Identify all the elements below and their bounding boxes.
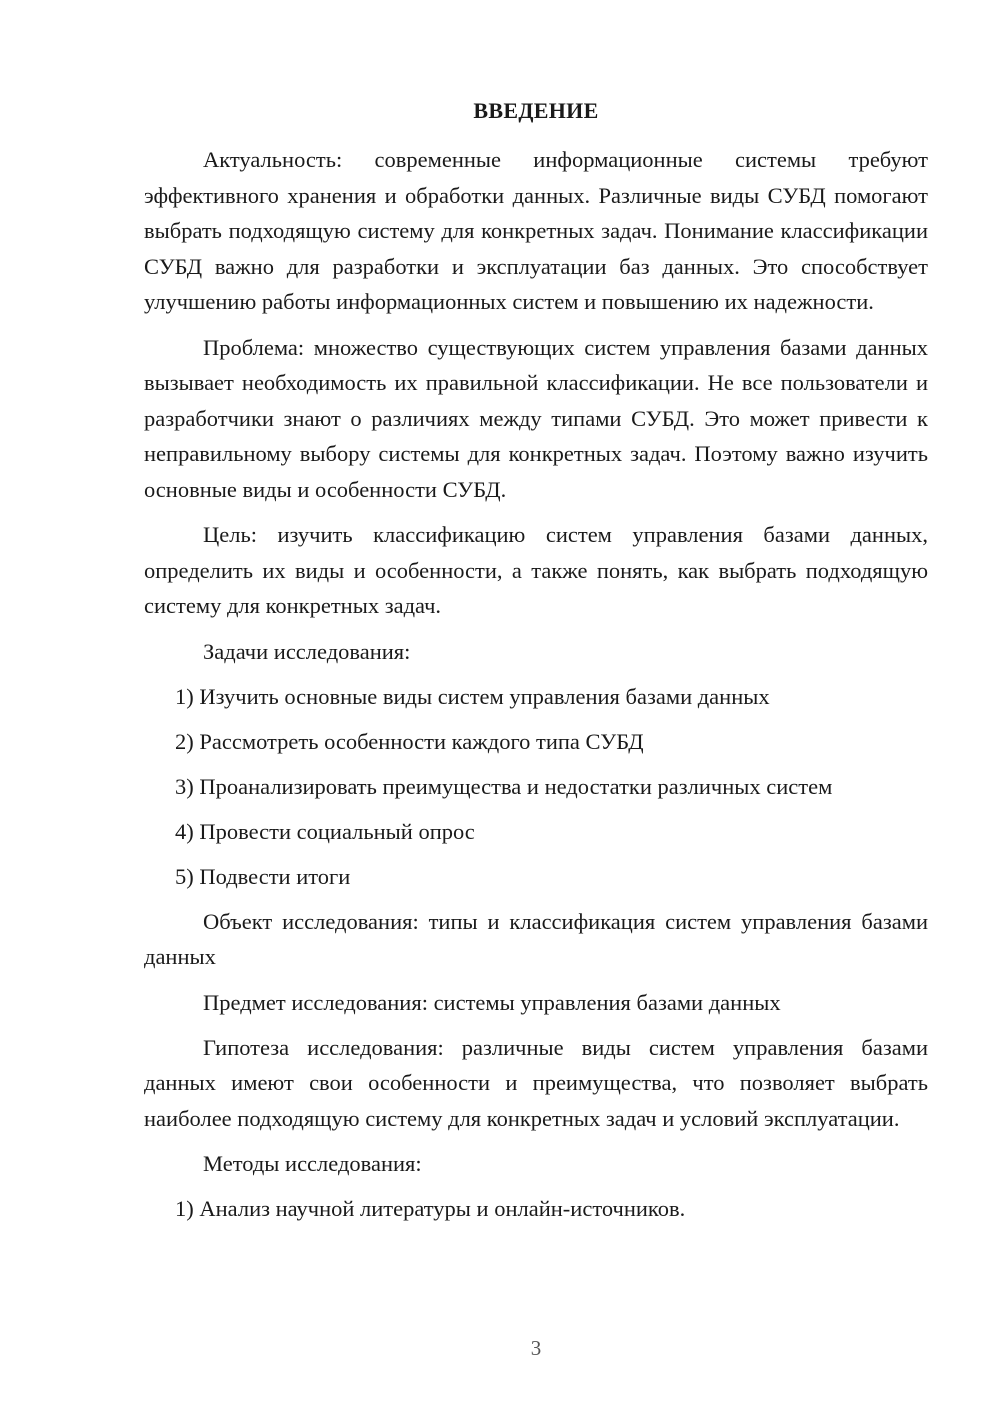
problem-paragraph: Проблема: множество существующих систем управления базами данных вызывает необходимость их правильной классификации. Не все пользователи и разработчики знают о различиях между типами СУБД. Это может привести к неправильному выбору системы для конкретных задач. Поэтому важно изучить основные виды и особенности СУБД.	[144, 334, 928, 502]
tasks-heading: Задачи исследования:	[203, 638, 411, 664]
task-item: 5) Подвести итоги	[175, 863, 351, 889]
document-body	[144, 142, 928, 1236]
tasks-list	[144, 679, 928, 895]
page-number: 3	[530, 1336, 542, 1360]
task-item: 2) Рассмотреть особенности каждого типа СУБД	[175, 728, 644, 754]
task-item: 3) Проанализировать преимущества и недостатки различных систем	[175, 773, 833, 799]
hypothesis-paragraph: Гипотеза исследования: различные виды систем управления базами данных имеют свои особенности и преимущества, что позволяет выбрать наиболее подходящую систему для конкретных задач и условий эксплуатации.	[144, 1034, 928, 1131]
object-paragraph: Объект исследования: типы и классификация систем управления базами данных	[144, 908, 928, 969]
task-item: 1) Изучить основные виды систем управления базами данных	[175, 683, 770, 709]
goal-paragraph: Цель: изучить классификацию систем управления базами данных, определить их виды и особенности, а также понять, как выбрать подходящую систему для конкретных задач.	[144, 522, 928, 618]
methods-heading: Методы исследования:	[203, 1151, 422, 1176]
section-title: ВВЕДЕНИЕ	[473, 98, 599, 123]
method-item: 1) Анализ научной литературы и онлайн-источников.	[175, 1196, 686, 1221]
relevance-paragraph: Актуальность: современные информационные системы требуют эффективного хранения и обработки данных. Различные виды СУБД помогают выбрать подходящую систему для конкретных задач. Понимание классификации СУБД важно для разработки и эксплуатации баз данных. Это способствует улучшению работы информационных систем и повышению их надежности.	[144, 147, 928, 314]
task-item: 4) Провести социальный опрос	[175, 818, 475, 844]
subject-paragraph: Предмет исследования: системы управления базами данных	[203, 989, 781, 1015]
methods-list	[144, 1191, 928, 1227]
